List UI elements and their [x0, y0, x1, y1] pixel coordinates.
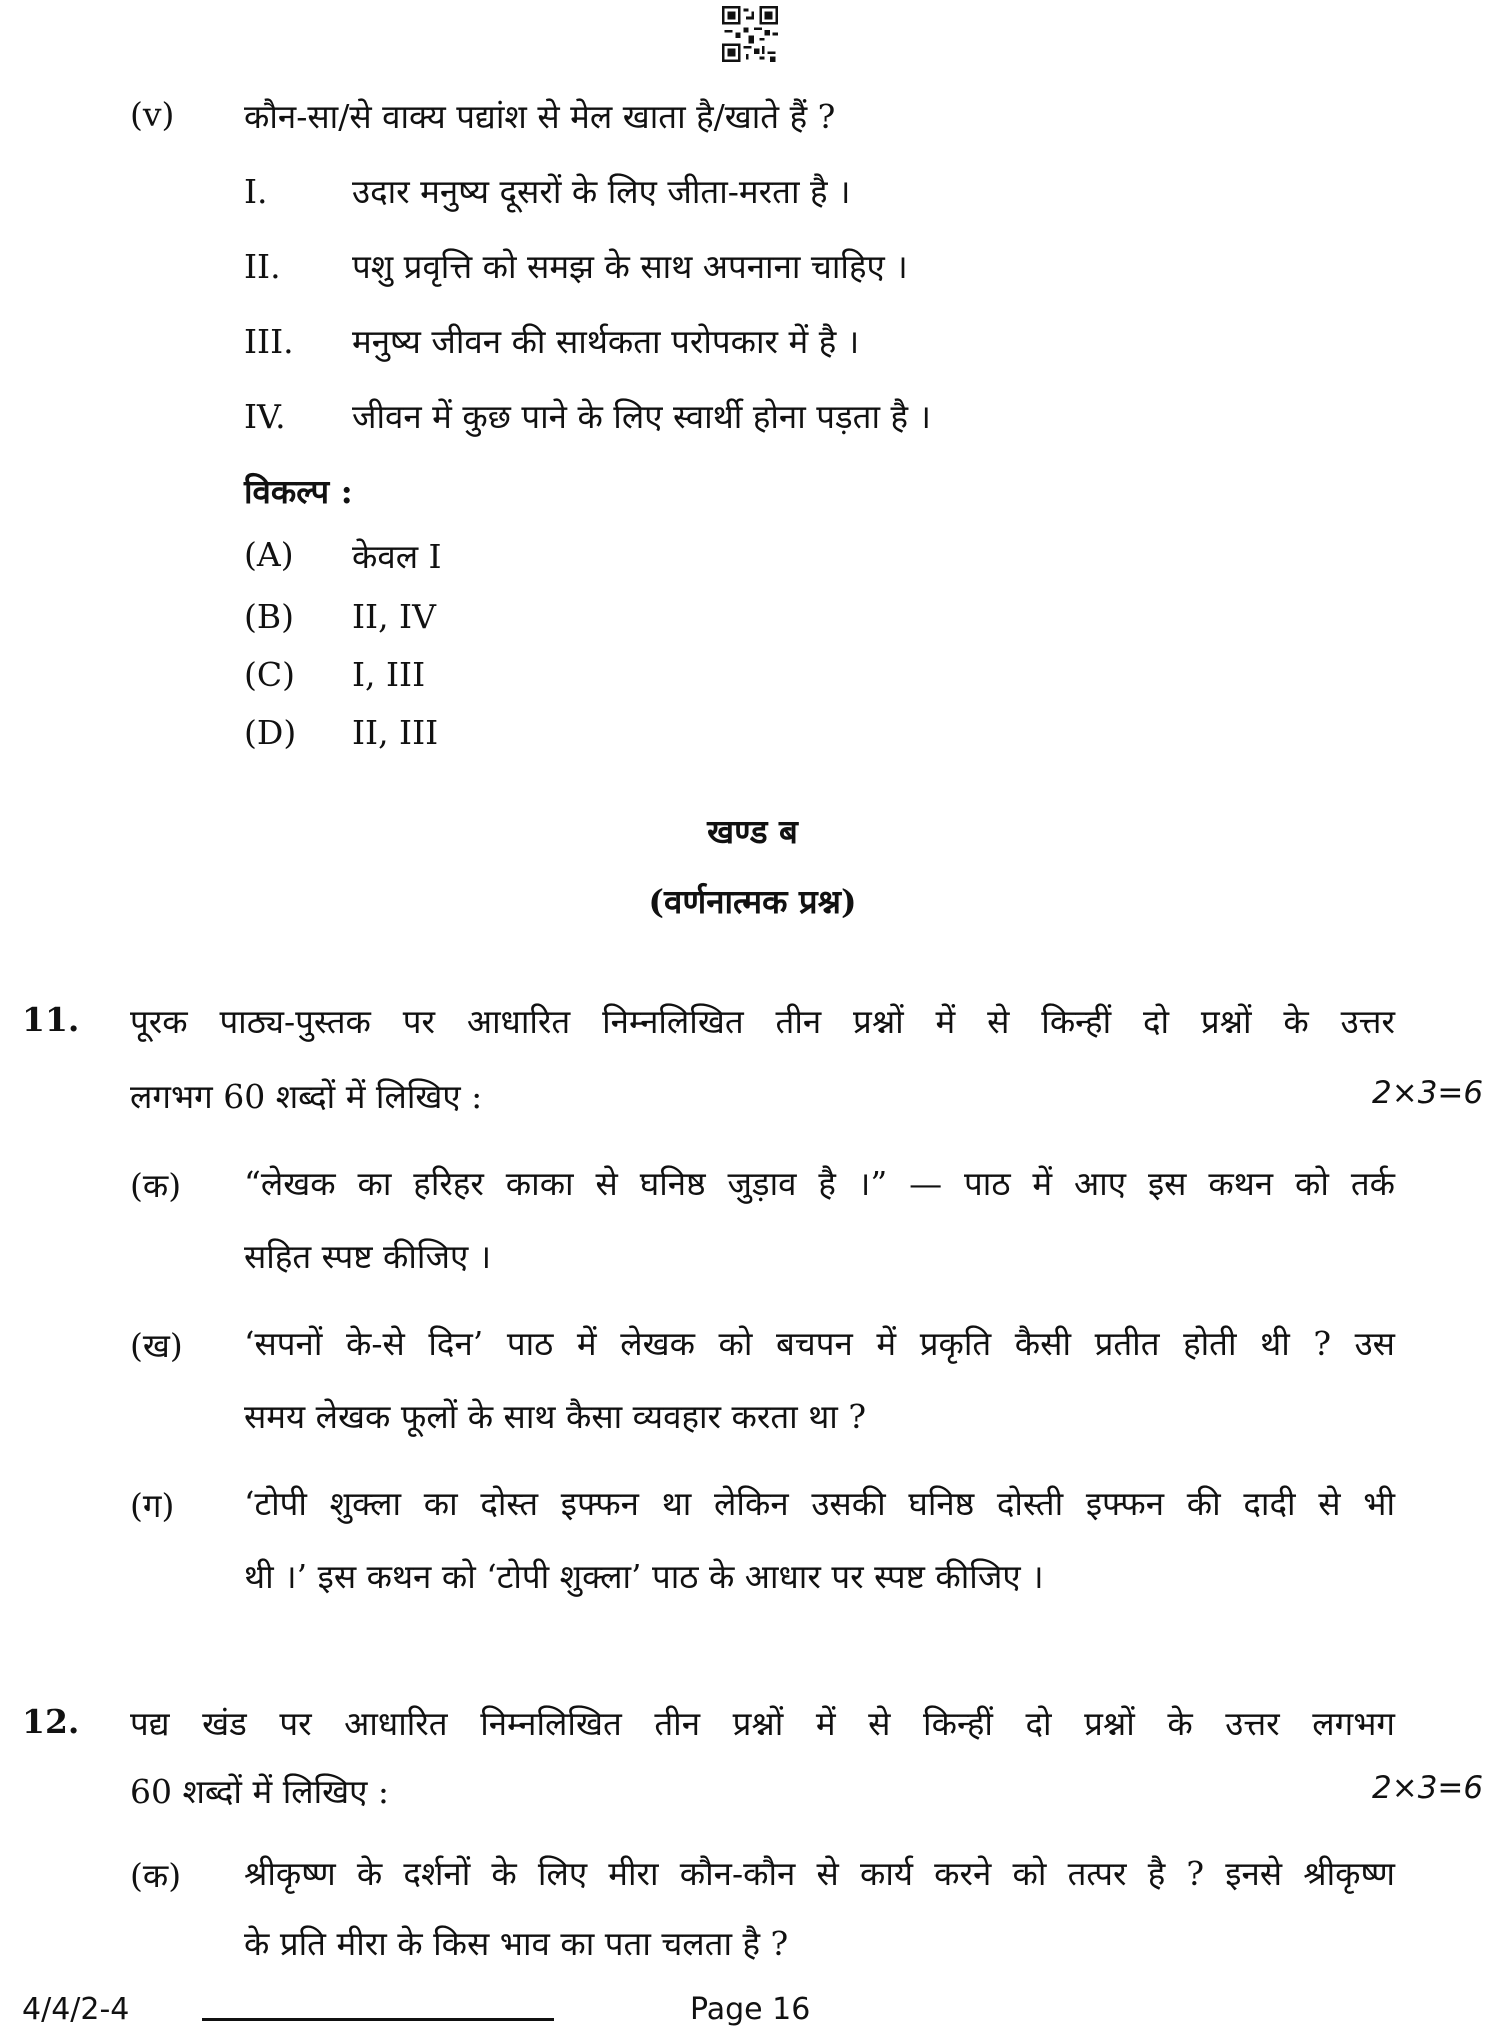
statement-text: मनुष्य जीवन की सार्थकता परोपकार में है ।	[352, 322, 860, 361]
sub-question-text: “लेखक का हरिहर काका से घनिष्ठ जुड़ाव है ।” — पाठ में आए इस कथन को तर्क	[244, 1164, 1395, 1203]
marks: 2×3=6	[1372, 1075, 1484, 1111]
paper-code: 4/4/2-4	[22, 1992, 130, 2027]
statement-text: उदार मनुष्य दूसरों के लिए जीता-मरता है ।	[352, 172, 851, 211]
question-number: 11.	[22, 1000, 80, 1039]
statement-number: III.	[244, 322, 294, 361]
question-text: पद्य खंड पर आधारित निम्नलिखित तीन प्रश्नों में से किन्हीं दो प्रश्नों के उत्तर लगभग	[130, 1704, 1395, 1743]
statement-number: I.	[244, 172, 268, 211]
statement-number: II.	[244, 247, 281, 286]
marks: 2×3=6	[1372, 1770, 1484, 1806]
footer-rule	[202, 2018, 554, 2021]
page-number: Page 16	[690, 1992, 811, 2027]
options-label: विकल्प :	[244, 472, 353, 511]
sub-question-key: (क)	[130, 1856, 182, 1895]
question-stem: कौन-सा/से वाक्य पद्यांश से मेल खाता है/खाते हैं ?	[244, 97, 836, 136]
sub-question-key: (ग)	[130, 1486, 175, 1525]
option-text: I, III	[352, 655, 426, 694]
sub-question-text: ‘सपनों के-से दिन’ पाठ में लेखक को बचपन में प्रकृति कैसी प्रतीत होती थी ? उस	[244, 1324, 1395, 1363]
option-key: (C)	[244, 655, 295, 694]
statement-number: IV.	[244, 397, 286, 436]
option-text: II, IV	[352, 597, 436, 636]
sub-question-text: थी ।’ इस कथन को ‘टोपी शुक्ला’ पाठ के आधार पर स्पष्ट कीजिए ।	[244, 1557, 1044, 1596]
sub-question-key: (ख)	[130, 1326, 183, 1365]
sub-question-text: सहित स्पष्ट कीजिए ।	[244, 1237, 492, 1276]
sub-question-text: श्रीकृष्ण के दर्शनों के लिए मीरा कौन-कौन से कार्य करने को तत्पर है ? इनसे श्रीकृष्ण	[244, 1854, 1395, 1893]
question-text: पूरक पाठ्य-पुस्तक पर आधारित निम्नलिखित तीन प्रश्नों में से किन्हीं दो प्रश्नों के उत्तर	[130, 1002, 1395, 1041]
option-key: (A)	[244, 535, 294, 574]
statement-text: पशु प्रवृत्ति को समझ के साथ अपनाना चाहिए ।	[352, 247, 908, 286]
option-key: (D)	[244, 713, 297, 752]
question-text: लगभग 60 शब्दों में लिखिए :	[130, 1077, 483, 1116]
sub-question-text: समय लेखक फूलों के साथ कैसा व्यवहार करता था ?	[244, 1397, 867, 1436]
statement-text: जीवन में कुछ पाने के लिए स्वार्थी होना पड़ता है ।	[352, 397, 932, 436]
qr-code-icon	[722, 6, 778, 62]
section-subtitle: (वर्णनात्मक प्रश्न)	[648, 882, 857, 921]
question-text: 60 शब्दों में लिखिए :	[130, 1772, 390, 1811]
option-key: (B)	[244, 597, 294, 636]
sub-question-text: ‘टोपी शुक्ला का दोस्त इफ्फन था लेकिन उसकी घनिष्ठ दोस्ती इफ्फन की दादी से भी	[244, 1484, 1395, 1523]
option-text: II, III	[352, 713, 439, 752]
sub-question-text: के प्रति मीरा के किस भाव का पता चलता है ?	[244, 1924, 789, 1963]
section-title: खण्ड ब	[707, 812, 798, 851]
option-text: केवल I	[352, 537, 442, 576]
question-part-label: (v)	[130, 95, 175, 134]
question-number: 12.	[22, 1702, 80, 1741]
sub-question-key: (क)	[130, 1166, 182, 1205]
